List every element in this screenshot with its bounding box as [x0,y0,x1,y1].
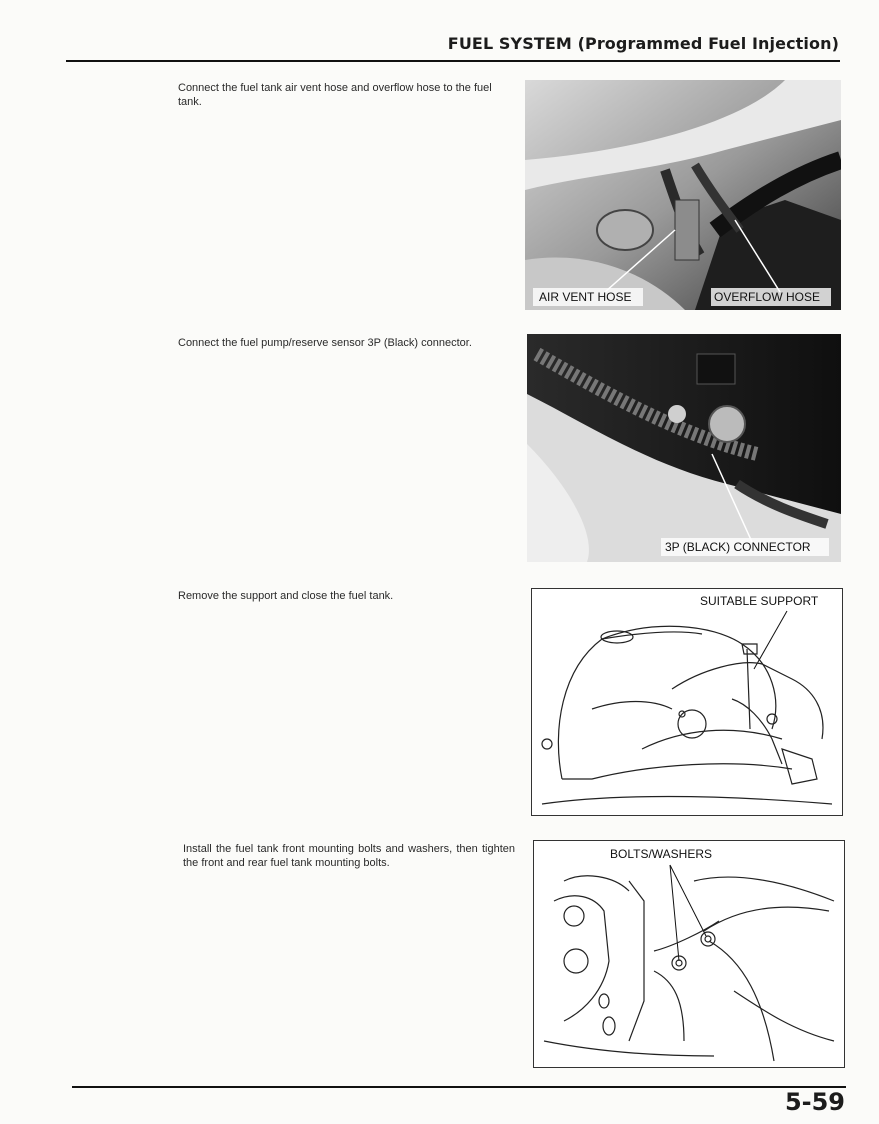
label-overflow-hose: OVERFLOW HOSE [714,290,821,304]
page-number: 5-59 [784,1088,845,1116]
figure-bolts-drawing [533,840,845,1068]
step-2-text: Connect the fuel pump/reserve sensor 3P (Black) connector. [178,337,472,349]
label-suitable-support: SUITABLE SUPPORT [700,594,819,608]
step-4-text: Install the fuel tank front mounting bolts and washers, then tighten the front and rear fuel tank mounting bolts. [183,843,515,869]
footer-rule [72,1086,846,1088]
label-bolts-washers: BOLTS/WASHERS [610,847,713,861]
page-header-title: FUEL SYSTEM (Programmed Fuel Injection) [447,34,839,53]
figure-support-drawing [531,588,843,816]
header-rule [66,60,840,62]
figure-connector-photo [527,334,841,562]
label-3p-connector: 3P (BLACK) CONNECTOR [665,540,811,554]
step-1-text: Connect the fuel tank air vent hose and overflow hose to the fuel tank. [178,82,492,108]
label-air-vent-hose: AIR VENT HOSE [539,290,632,304]
step-3-text: Remove the support and close the fuel tank. [178,590,394,602]
figure-hoses-photo [525,80,841,310]
